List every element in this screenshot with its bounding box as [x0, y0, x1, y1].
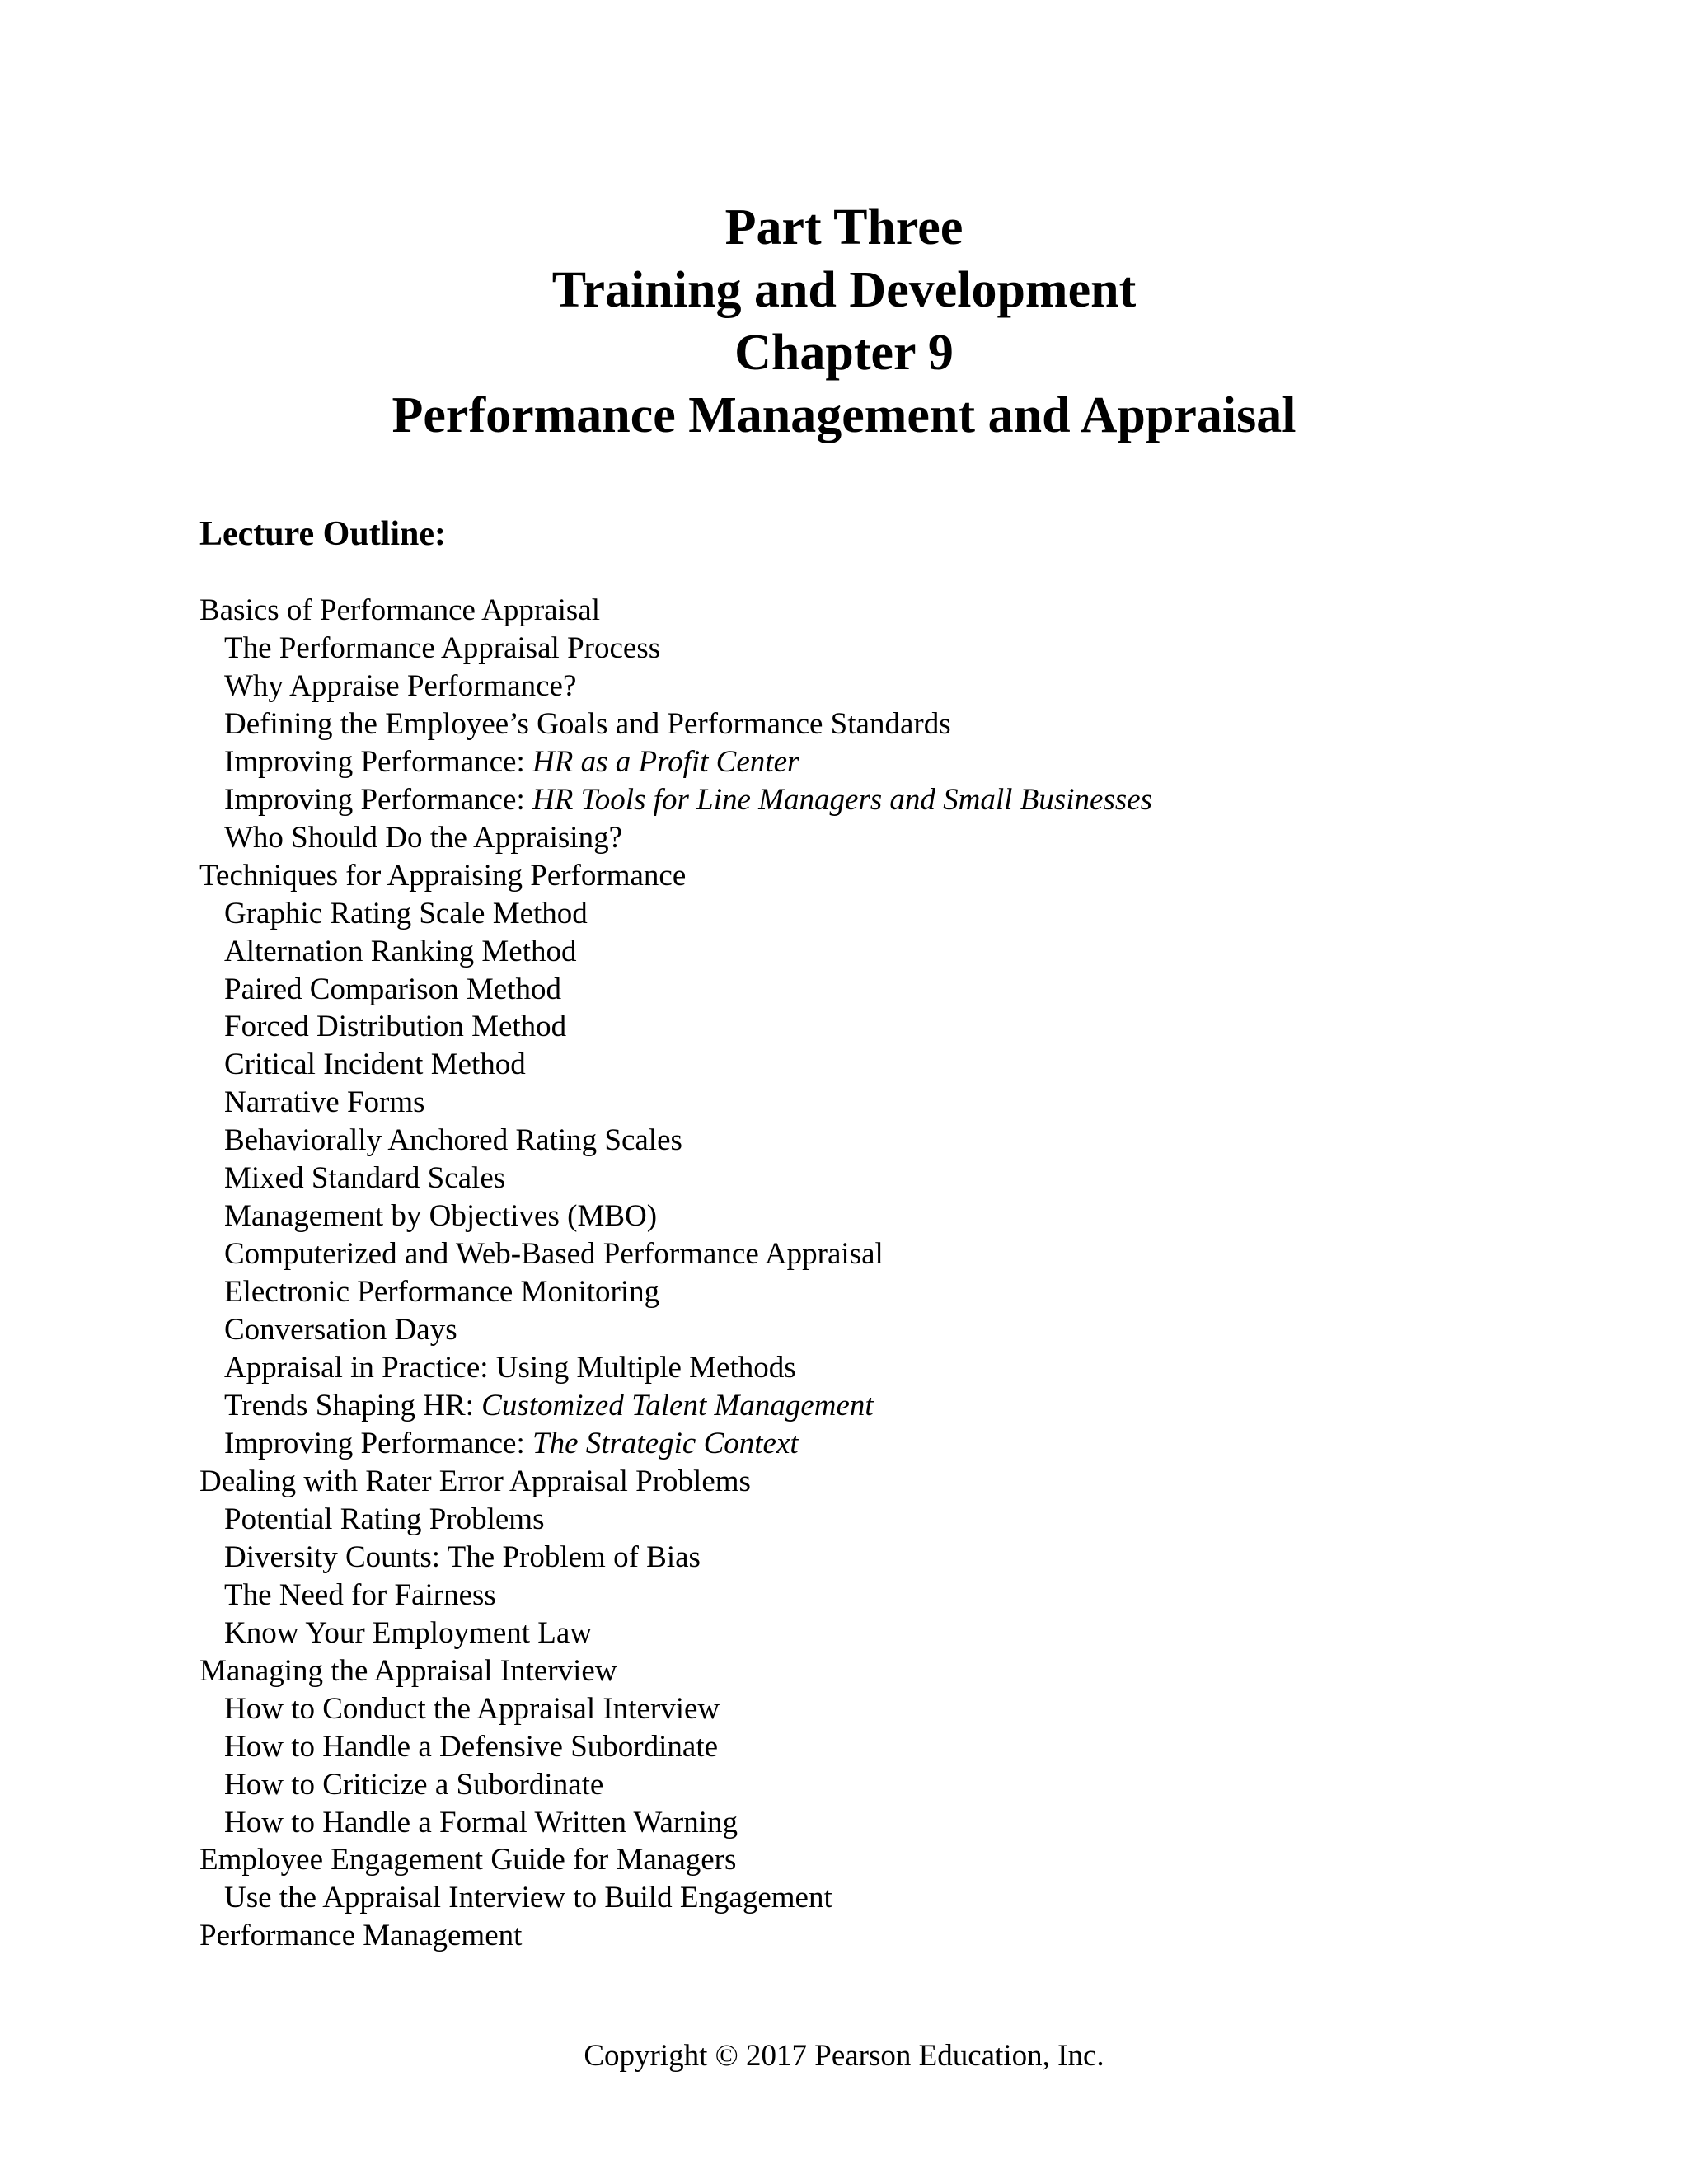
- outline-item-text: Management by Objectives (MBO): [224, 1199, 658, 1234]
- outline-item-text: Improving Performance:: [224, 744, 532, 779]
- outline-item-italic-text: The Strategic Context: [532, 1426, 799, 1460]
- outline-subsection: [199, 1539, 1152, 1577]
- outline-item-text: Electronic Performance Monitoring: [224, 1275, 660, 1310]
- outline-item-text: The Performance Appraisal Process: [224, 630, 661, 665]
- outline-subsection: [199, 630, 1152, 668]
- lecture-outline-heading: Lecture Outline:: [199, 515, 447, 553]
- outline-item-text: Managing the Appraisal Interview: [199, 1653, 617, 1688]
- outline-subsection: [199, 1425, 1152, 1463]
- outline-item-text: Graphic Rating Scale Method: [224, 896, 588, 930]
- part-title: Training and Development: [551, 262, 1137, 318]
- outline-item-text: Narrative Forms: [224, 1085, 425, 1120]
- outline-item-text: Improving Performance:: [224, 782, 532, 817]
- outline-item-text: Conversation Days: [224, 1313, 457, 1347]
- outline-subsection: [199, 1766, 1152, 1804]
- outline-subsection: [199, 1311, 1152, 1349]
- outline-item-text: Computerized and Web-Based Performance Appraisal: [224, 1237, 884, 1272]
- outline-subsection: [199, 1728, 1152, 1766]
- chapter-title-block: [0, 196, 1688, 447]
- outline-subsection: [199, 1804, 1152, 1842]
- outline-item-text: Dealing with Rater Error Appraisal Problems: [199, 1464, 751, 1498]
- chapter-label: Chapter 9: [734, 325, 954, 381]
- outline-section: [199, 1463, 1152, 1501]
- outline-subsection: [199, 1501, 1152, 1539]
- outline-subsection: [199, 895, 1152, 933]
- outline-item-text: The Need for Fairness: [224, 1577, 496, 1612]
- outline-item-text: How to Conduct the Appraisal Interview: [224, 1691, 720, 1726]
- outline-section: [199, 1652, 1152, 1690]
- outline-subsection: [199, 668, 1152, 705]
- outline-subsection: [199, 1084, 1152, 1122]
- outline-item-text: Defining the Employee’s Goals and Performance Standards: [224, 706, 951, 741]
- outline-subsection: [199, 971, 1152, 1009]
- outline-subsection: [199, 1577, 1152, 1615]
- outline-item-text: Paired Comparison Method: [224, 972, 562, 1006]
- outline-item-text: How to Handle a Formal Written Warning: [224, 1805, 738, 1840]
- part-label: Part Three: [724, 199, 964, 255]
- outline-subsection: [199, 1273, 1152, 1311]
- outline-subsection: [199, 1197, 1152, 1235]
- outline-item-text: Employee Engagement Guide for Managers: [199, 1843, 737, 1877]
- outline-item-text: Trends Shaping HR:: [224, 1389, 482, 1423]
- outline-subsection: [199, 1879, 1152, 1917]
- outline-subsection: [199, 1122, 1152, 1160]
- outline-item-text: Performance Management: [199, 1919, 523, 1953]
- outline-subsection: [199, 705, 1152, 743]
- outline-section: [199, 857, 1152, 895]
- outline-subsection: [199, 933, 1152, 971]
- outline-item-text: Alternation Ranking Method: [224, 934, 577, 968]
- outline-item-text: Why Appraise Performance?: [224, 668, 577, 703]
- outline-section: [199, 1841, 1152, 1879]
- outline-item-text: Potential Rating Problems: [224, 1502, 545, 1536]
- outline-section: [199, 1917, 1152, 1955]
- outline-subsection: [199, 1235, 1152, 1273]
- outline-item-text: Critical Incident Method: [224, 1047, 526, 1082]
- outline-subsection: [199, 1387, 1152, 1425]
- outline-item-text: Basics of Performance Appraisal: [199, 593, 600, 627]
- outline-subsection: [199, 819, 1152, 857]
- outline-item-text: Who Should Do the Appraising?: [224, 820, 623, 855]
- outline-item-text: Forced Distribution Method: [224, 1010, 567, 1044]
- outline-subsection: [199, 743, 1152, 781]
- outline-item-text: Behaviorally Anchored Rating Scales: [224, 1123, 682, 1158]
- chapter-title: Performance Management and Appraisal: [392, 387, 1296, 443]
- outline-item-italic-text: HR Tools for Line Managers and Small Businesses: [532, 782, 1153, 817]
- outline-item-italic-text: HR as a Profit Center: [532, 744, 799, 779]
- outline-item-text: Techniques for Appraising Performance: [199, 858, 687, 893]
- outline-item-text: Use the Appraisal Interview to Build Engagement: [224, 1881, 832, 1915]
- outline-subsection: [199, 1008, 1152, 1046]
- lecture-outline-list: [199, 592, 1152, 1955]
- outline-subsection: [199, 1160, 1152, 1197]
- outline-subsection: [199, 1046, 1152, 1084]
- copyright-footer: Copyright © 2017 Pearson Education, Inc.: [584, 2039, 1104, 2073]
- outline-subsection: [199, 1690, 1152, 1728]
- outline-subsection: [199, 1349, 1152, 1387]
- outline-item-italic-text: Customized Talent Management: [481, 1389, 874, 1423]
- outline-item-text: Know Your Employment Law: [224, 1615, 593, 1650]
- outline-item-text: Appraisal in Practice: Using Multiple Methods: [224, 1351, 796, 1385]
- outline-item-text: Improving Performance:: [224, 1426, 532, 1460]
- outline-item-text: How to Criticize a Subordinate: [224, 1767, 604, 1802]
- outline-item-text: Mixed Standard Scales: [224, 1161, 506, 1196]
- outline-subsection: [199, 1615, 1152, 1652]
- outline-section: [199, 592, 1152, 630]
- outline-subsection: [199, 781, 1152, 819]
- outline-item-text: Diversity Counts: The Problem of Bias: [224, 1540, 701, 1574]
- outline-item-text: How to Handle a Defensive Subordinate: [224, 1729, 719, 1764]
